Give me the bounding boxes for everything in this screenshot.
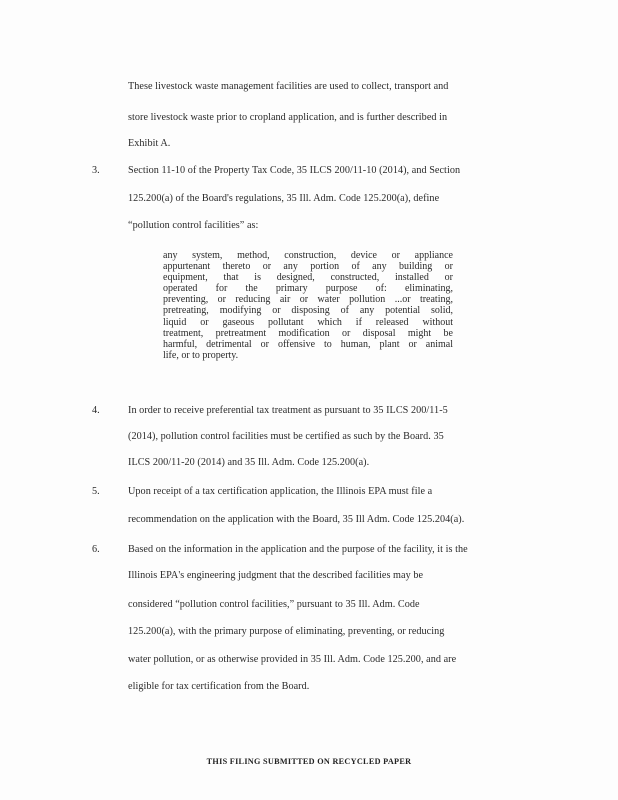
block-quote (163, 250, 453, 361)
quote-line: preventing, or reducing air or water pollution ...or treating, (163, 294, 453, 306)
intro-line-2: store livestock waste prior to cropland application, and is further described in (128, 112, 448, 123)
intro-line-1: These livestock waste management facilities are used to collect, transport and (128, 81, 449, 92)
quote-line: operated for the primary purpose of: eliminating, (163, 283, 453, 295)
item-5-line-1: Upon receipt of a tax certification application, the Illinois EPA must file a (128, 486, 433, 497)
quote-line: appurtenant thereto or any portion of any building or (163, 261, 453, 273)
item-6-line-4: 125.200(a), with the primary purpose of eliminating, preventing, or reducing (128, 626, 445, 637)
recycled-paper-footer: THIS FILING SUBMITTED ON RECYCLED PAPER (206, 757, 412, 766)
item-6-line-3: considered “pollution control facilities,” pursuant to 35 Ill. Adm. Code (128, 599, 420, 610)
intro-line-3: Exhibit A. (128, 138, 171, 149)
item-3-line-2: 125.200(a) of the Board's regulations, 35 Ill. Adm. Code 125.200(a), define (128, 193, 440, 204)
item-6-line-1: Based on the information in the application and the purpose of the facility, it is the (128, 544, 468, 555)
item-4-line-2: (2014), pollution control facilities must be certified as such by the Board. 35 (128, 431, 444, 442)
quote-line: harmful, detrimental or offensive to human, plant or animal (163, 338, 453, 350)
quote-line: any system, method, construction, device or appliance (163, 250, 453, 261)
quote-line: equipment, that is designed, constructed, installed or (163, 272, 453, 284)
quote-line: pretreating, modifying or disposing of any potential solid, (163, 305, 453, 317)
quote-line: life, or to property. (163, 349, 239, 361)
item-3-line-3: “pollution control facilities” as: (128, 220, 259, 231)
item-5-number: 5. (92, 486, 100, 497)
quote-line: treatment, pretreatment modification or disposal might be (163, 327, 453, 339)
item-3-line-1: Section 11-10 of the Property Tax Code, 35 ILCS 200/11-10 (2014), and Section (128, 165, 461, 176)
item-4-line-1: In order to receive preferential tax treatment as pursuant to 35 ILCS 200/11-5 (128, 405, 448, 416)
item-6-number: 6. (92, 544, 100, 555)
item-5-line-2: recommendation on the application with the Board, 35 Ill Adm. Code 125.204(a). (128, 514, 465, 525)
item-6-line-6: eligible for tax certification from the Board. (128, 681, 310, 692)
item-6-line-5: water pollution, or as otherwise provided in 35 Ill. Adm. Code 125.200, and are (128, 654, 457, 665)
item-4-line-3: ILCS 200/11-20 (2014) and 35 Ill. Adm. Code 125.200(a). (128, 457, 370, 468)
item-4-number: 4. (92, 405, 100, 416)
quote-line: liquid or gaseous pollutant which if released without (163, 316, 453, 328)
item-6-line-2: Illinois EPA's engineering judgment that the described facilities may be (128, 570, 424, 581)
item-3-number: 3. (92, 165, 100, 176)
